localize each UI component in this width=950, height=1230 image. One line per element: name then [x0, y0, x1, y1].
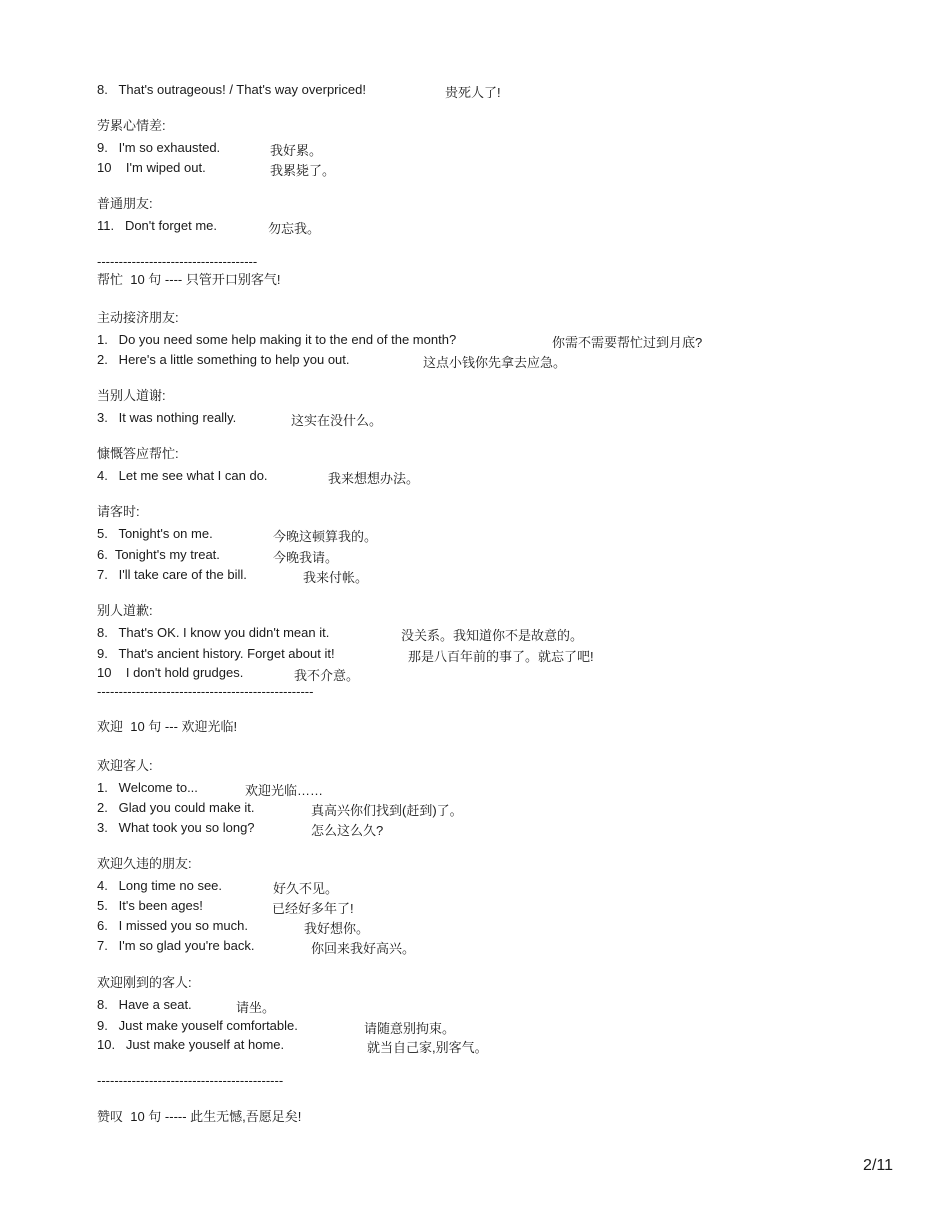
phrase-row [97, 82, 897, 98]
phrase-english: 2. Glad you could make it. [97, 800, 255, 815]
phrase-english: 5. It's been ages! [97, 898, 203, 913]
phrase-row [97, 547, 897, 563]
phrase-english: 10. Just make youself at home. [97, 1037, 285, 1052]
phrase-row [97, 646, 897, 662]
phrase-english: 1. Welcome to... [97, 780, 198, 795]
phrase-chinese: 好久不见。 [273, 881, 339, 896]
phrase-chinese: 就当自己家,别客气。 [367, 1040, 488, 1055]
phrase-english: 8. That's outrageous! / That's way overpriced! [97, 82, 366, 97]
phrase-english: 8. Have a seat. [97, 997, 192, 1012]
phrase-english: 1. Do you need some help making it to the end of the month? [97, 332, 457, 347]
category-heading: 慷慨答应帮忙: [97, 446, 179, 461]
phrase-row [97, 918, 897, 934]
phrase-chinese: 我好想你。 [304, 921, 370, 936]
phrase-row [97, 468, 897, 484]
phrase-english: 8. That's OK. I know you didn't mean it. [97, 625, 330, 640]
phrase-chinese: 那是八百年前的事了。就忘了吧! [408, 649, 594, 664]
phrase-chinese: 我好累。 [270, 143, 323, 158]
phrase-english: 7. I'm so glad you're back. [97, 938, 255, 953]
phrase-english: 2. Here's a little something to help you out. [97, 352, 350, 367]
phrase-row [97, 878, 897, 894]
phrase-row [97, 625, 897, 641]
phrase-english: 9. Just make youself comfortable. [97, 1018, 298, 1033]
phrase-english: 9. That's ancient history. Forget about it! [97, 646, 335, 661]
phrase-english: 9. I'm so exhausted. [97, 140, 221, 155]
separator-line: ------------------------------------- [97, 254, 258, 269]
phrase-chinese: 你需不需要帮忙过到月底? [552, 335, 703, 350]
phrase-chinese: 勿忘我。 [268, 221, 321, 236]
phrase-row [97, 780, 897, 796]
phrase-english: 6. Tonight's my treat. [97, 547, 220, 562]
category-heading: 当别人道谢: [97, 388, 166, 403]
separator-line: -------------------------------------------------- [97, 684, 314, 699]
phrase-english: 6. I missed you so much. [97, 918, 249, 933]
separator-line: ------------------------------------------- [97, 1073, 284, 1088]
phrase-chinese: 你回来我好高兴。 [311, 941, 416, 956]
category-heading: 欢迎刚到的客人: [97, 975, 192, 990]
phrase-chinese: 已经好多年了! [272, 901, 354, 916]
phrase-chinese: 我来付帐。 [303, 570, 369, 585]
phrase-row [97, 140, 897, 156]
phrase-chinese: 今晚我请。 [273, 550, 339, 565]
phrase-english: 10 I'm wiped out. [97, 160, 206, 175]
phrase-row [97, 898, 897, 914]
phrase-row [97, 526, 897, 542]
phrase-row [97, 938, 897, 954]
phrase-row [97, 332, 897, 348]
phrase-chinese: 没关系。我知道你不是故意的。 [401, 628, 584, 643]
phrase-english: 7. I'll take care of the bill. [97, 567, 247, 582]
section-title: 赞叹 10 句 ----- 此生无憾,吾愿足矣! [97, 1109, 302, 1124]
category-heading: 别人道歉: [97, 603, 153, 618]
phrase-row [97, 1037, 897, 1053]
phrase-english: 3. It was nothing really. [97, 410, 237, 425]
page-number: 2/11 [863, 1157, 893, 1174]
category-heading: 普通朋友: [97, 196, 153, 211]
phrase-row [97, 997, 897, 1013]
phrase-row [97, 218, 897, 234]
phrase-english: 5. Tonight's on me. [97, 526, 213, 541]
phrase-chinese: 这实在没什么。 [291, 413, 383, 428]
phrase-english: 3. What took you so long? [97, 820, 255, 835]
phrase-english: 4. Let me see what I can do. [97, 468, 268, 483]
phrase-row [97, 800, 897, 816]
category-heading: 主动接济朋友: [97, 310, 179, 325]
section-title: 帮忙 10 句 ---- 只管开口别客气! [97, 272, 281, 287]
category-heading: 劳累心情差: [97, 118, 166, 133]
phrase-row [97, 820, 897, 836]
category-heading: 欢迎客人: [97, 758, 153, 773]
phrase-row [97, 665, 897, 681]
phrase-chinese: 请随意别拘束。 [364, 1021, 456, 1036]
phrase-english: 11. Don't forget me. [97, 218, 218, 233]
category-heading: 欢迎久违的朋友: [97, 856, 192, 871]
phrase-chinese: 欢迎光临…… [245, 783, 324, 798]
phrase-chinese: 请坐。 [236, 1000, 276, 1015]
phrase-row [97, 352, 897, 368]
phrase-chinese: 这点小钱你先拿去应急。 [423, 355, 567, 370]
phrase-chinese: 我来想想办法。 [328, 471, 420, 486]
phrase-chinese: 真高兴你们找到(赶到)了。 [311, 803, 463, 818]
phrase-row [97, 567, 897, 583]
phrase-row [97, 410, 897, 426]
phrase-chinese: 今晚这顿算我的。 [273, 529, 378, 544]
phrase-chinese: 贵死人了! [445, 85, 501, 100]
phrase-english: 10 I don't hold grudges. [97, 665, 244, 680]
phrase-chinese: 我累毙了。 [270, 163, 336, 178]
phrase-row [97, 1018, 897, 1034]
phrase-row [97, 160, 897, 176]
phrase-chinese: 我不介意。 [294, 668, 360, 683]
section-title: 欢迎 10 句 --- 欢迎光临! [97, 719, 238, 734]
phrase-chinese: 怎么这么久? [311, 823, 384, 838]
category-heading: 请客时: [97, 504, 140, 519]
phrase-english: 4. Long time no see. [97, 878, 223, 893]
